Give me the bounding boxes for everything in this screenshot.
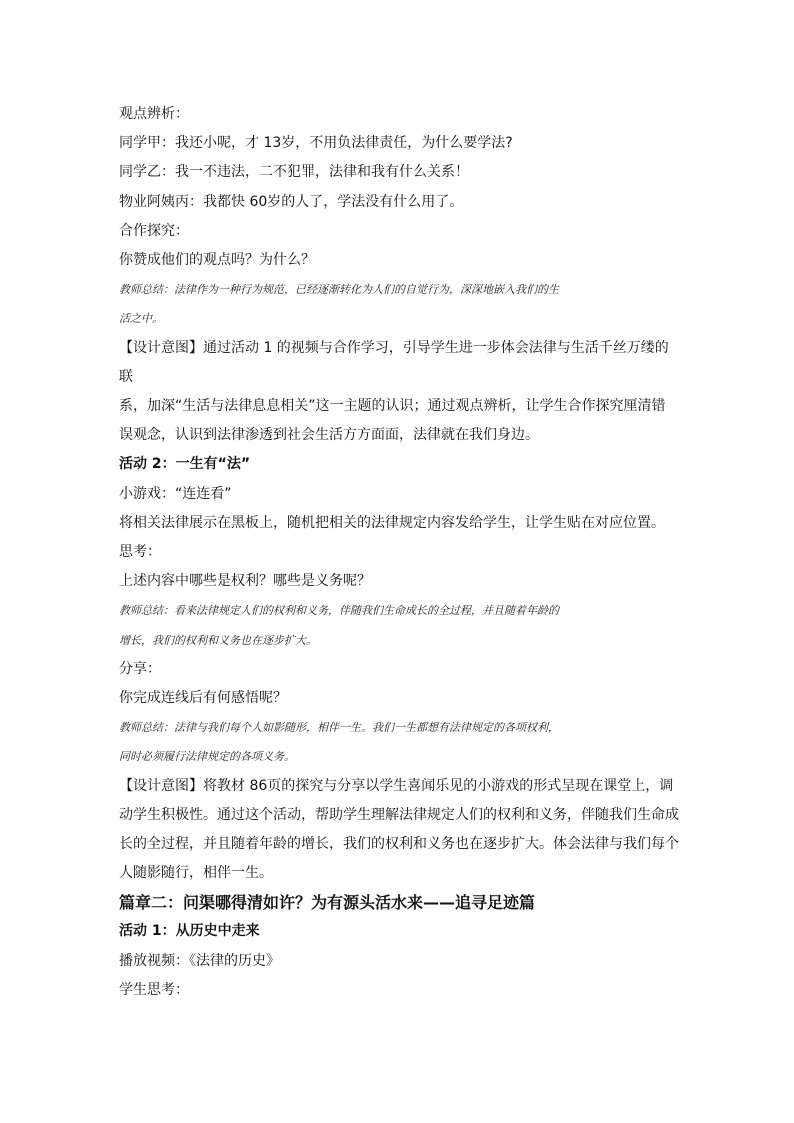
document-body: [119, 100, 679, 1005]
design-intent-2b: 动学生积极性。通过这个活动，帮助学生理解法律规定人们的权利和义务，伴随我们生命成: [119, 806, 679, 823]
student-b-line: 同学乙：我一不违法，二不犯罪，法律和我有什么关系！: [119, 164, 469, 181]
activity-1-heading: 活动 1：从历史中走来: [119, 923, 260, 940]
video-line: 播放视频：《法律的历史》: [119, 952, 280, 969]
property-aunt-line: 物业阿姨丙：我都快 60岁的人了，学法没有什么用了。: [119, 193, 464, 210]
chapter-2-heading: 篇章二：问渠哪得清如许？为有源头活水来——追寻足迹篇: [119, 893, 536, 913]
section-label-share: 分享：: [119, 660, 161, 677]
teacher-summary-3b: 同时必须履行法律规定的各项义务。: [119, 750, 295, 764]
section-label-think: 思考：: [119, 544, 161, 561]
teacher-summary-1a: 教师总结：法律作为一种行为规范，已经逐渐转化为人们的自觉行为，深深地嵌入我们的生: [119, 283, 559, 297]
question-rights-duties: 上述内容中哪些是权利？哪些是义务呢？: [119, 573, 371, 590]
section-label-viewpoint: 观点辨析：: [119, 106, 189, 122]
teacher-summary-2a: 教师总结：看来法律规定人们的权利和义务，伴随我们生命成长的全过程，并且随着年龄的: [119, 604, 559, 618]
activity-2-heading: 活动 2：一生有“法”: [119, 456, 251, 473]
section-label-cooperation: 合作探究：: [119, 222, 189, 239]
design-intent-1a: 【设计意图】通过活动 1 的视频与合作学习，引导学生进一步体会法律与生活千丝万缕的联: [119, 339, 669, 385]
instruction-line: 将相关法律展示在黑板上，随机把相关的法律规定内容发给学生，让学生贴在对应位置。: [119, 514, 665, 531]
mini-game-line: 小游戏：“连连看”: [119, 485, 232, 502]
design-intent-2d: 人随影随行，相伴一生。: [119, 865, 273, 882]
question-feelings: 你完成连线后有何感悟呢？: [119, 690, 287, 707]
student-a-line: 同学甲：我还小呢，才 13岁，不用负法律责任，为什么要学法?: [119, 135, 513, 152]
teacher-summary-1b: 活之中。: [119, 312, 163, 326]
design-intent-1b: 系，加深“生活与法律息息相关”这一主题的认识；通过观点辨析，让学生合作探究厘清错: [119, 398, 666, 415]
design-intent-1c: 误观念，认识到法律渗透到社会生活方方面面，法律就在我们身边。: [119, 427, 539, 444]
question-line: 你赞成他们的观点吗？为什么？: [119, 252, 315, 269]
teacher-summary-3a: 教师总结：法律与我们每个人如影随形，相伴一生。我们一生都想有法律规定的各项权利，: [119, 721, 559, 735]
student-think-label: 学生思考：: [119, 981, 189, 998]
design-intent-2c: 长的全过程，并且随着年龄的增长，我们的权利和义务也在逐步扩大。体会法律与我们每个: [119, 836, 679, 853]
teacher-summary-2b: 增长，我们的权利和义务也在逐步扩大。: [119, 633, 317, 647]
design-intent-2a: 【设计意图】将教材 86页的探究与分享以学生喜闻乐见的小游戏的形式呈现在课堂上，调: [119, 777, 674, 794]
